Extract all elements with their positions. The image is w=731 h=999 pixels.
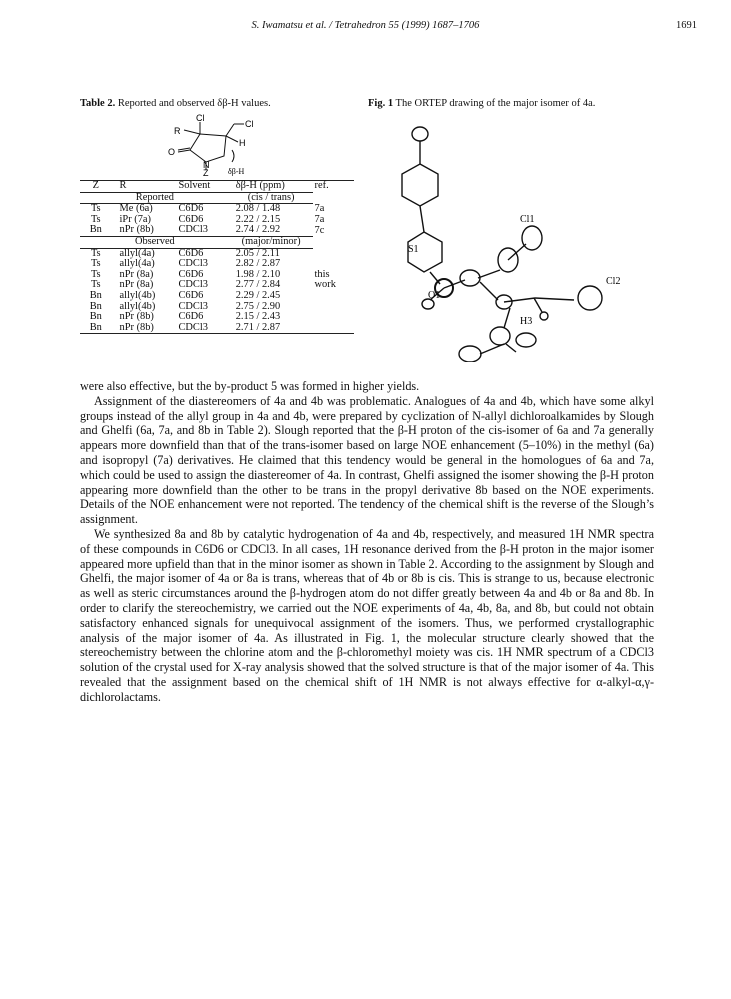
- cell-r: iPr (7a): [119, 213, 151, 225]
- table-row: [80, 323, 354, 334]
- observed-label: Observed: [80, 236, 230, 248]
- cell-ref: [313, 323, 354, 334]
- cell-r: nPr (8a): [119, 268, 154, 280]
- cell-r: Me (6a): [119, 203, 153, 215]
- scheme-cl1: Cl: [196, 113, 205, 123]
- cell-r: nPr (8a): [119, 279, 154, 291]
- cell-ref: 7a: [314, 213, 325, 225]
- cell-ref: [313, 248, 354, 259]
- scheme-r: R: [174, 126, 181, 136]
- scheme-cl2: Cl: [245, 119, 254, 129]
- cell-shift: 2.29 / 2.45: [235, 289, 281, 301]
- cell-shift: 2.15 / 2.43: [235, 311, 281, 323]
- cell-z: Ts: [90, 258, 101, 270]
- ortep-drawing: [380, 112, 680, 362]
- cell-r: nPr (8b): [119, 224, 154, 236]
- running-head: S. Iwamatsu et al. / Tetrahedron 55 (1999) 1687–1706: [251, 20, 480, 31]
- cell-shift: 1.98 / 2.10: [235, 268, 281, 280]
- paragraph-1: were also effective, but the by-product 5 was formed in higher yields.: [80, 379, 420, 393]
- cell-solvent: C6D6: [178, 203, 204, 215]
- cell-solvent: C6D6: [178, 311, 204, 323]
- cell-shift: 2.82 / 2.87: [235, 258, 281, 270]
- figure-caption: [368, 98, 595, 109]
- cell-z: Bn: [89, 224, 102, 236]
- col-ref: ref.: [313, 181, 354, 193]
- cell-solvent: C6D6: [178, 289, 204, 301]
- cell-shift: 2.74 / 2.92: [235, 224, 281, 236]
- cell-ref: this: [314, 268, 330, 280]
- cell-z: Bn: [89, 289, 102, 301]
- table-caption-label: Table 2.: [80, 98, 116, 109]
- cell-r: allyl(4a): [119, 247, 155, 259]
- paragraph-2: Assignment of the diastereomers of 4a and 4b was problematic. Analogues of 4a and 4b, which have some alkyl groups instead of the allyl group in 4a and 4b, were prepared by cyclization of N-allyl dichloroalkamides by Slough and Ghelfi (6a, 7a, and 8b in Table 2). Slough reported that the β-H proton of the cis-isomer of 6a and 7a generally appears more downfield than that of the trans-isomer based on large NOE enhancement (5–10%) in the methyl (6a) and isopropyl (7a) derivatives. He claimed that this tendency would be general in the homologues of 6a and 7a, which could be used to assign the diastereomer of 4a. In contrast, Ghelfi assigned the isomer showing the β-H proton appearing more downfield than the other to be trans in the propyl derivative 8b based on the NOE experiments. Details of the NOE enhancement were not reported. The tendency of the chemical shift is the reverse of the Slough’s assignment.: [80, 393, 654, 527]
- cell-r: nPr (8b): [112, 323, 177, 334]
- atom-label-cl1: Cl1: [520, 214, 535, 225]
- observed-rows: [80, 248, 354, 334]
- cell-solvent: C6D6: [178, 268, 204, 280]
- cell-z: Bn: [80, 323, 112, 334]
- body-text: [80, 379, 654, 705]
- cell-r: nPr (8b): [119, 311, 154, 323]
- observed-unit: (major/minor): [230, 236, 313, 248]
- cell-shift: 2.08 / 1.48: [235, 203, 281, 215]
- col-z: Z: [80, 181, 112, 193]
- col-shift: δβ-H (ppm): [230, 181, 313, 193]
- scheme-o: O: [168, 147, 176, 157]
- table-header-row: [80, 181, 354, 193]
- cell-solvent: CDCl3: [178, 258, 208, 270]
- cell-z: Ts: [90, 279, 101, 291]
- cell-r: allyl(4b): [119, 289, 156, 301]
- page-number: 1691: [676, 20, 697, 31]
- lactam-structure-scheme: [160, 112, 270, 176]
- scheme-h: H: [239, 138, 246, 148]
- reported-label: Reported: [80, 192, 230, 204]
- cell-ref: 7a: [314, 202, 325, 214]
- figure-caption-label: Fig. 1: [368, 98, 394, 109]
- cell-z: Ts: [90, 203, 101, 215]
- cell-shift: 2.75 / 2.90: [235, 300, 281, 312]
- cell-z: Bn: [89, 311, 102, 323]
- cell-ref: work: [314, 279, 336, 291]
- col-solvent: Solvent: [176, 181, 229, 193]
- cell-solvent: CDCl3: [178, 300, 208, 312]
- table-row: [80, 225, 354, 236]
- cell-shift: 2.71 / 2.87: [230, 323, 313, 334]
- cell-ref: 7c: [314, 224, 325, 236]
- observed-subhead: [80, 236, 354, 248]
- atom-label-h3: H3: [520, 316, 533, 327]
- cell-z: Bn: [89, 300, 102, 312]
- cell-r: allyl(4a): [119, 258, 155, 270]
- cell-r: allyl(4b): [119, 300, 156, 312]
- cell-solvent: C6D6: [178, 213, 204, 225]
- col-r: R: [112, 181, 177, 193]
- cell-shift: 2.05 / 2.11: [235, 247, 280, 259]
- scheme-z: Z: [203, 168, 209, 176]
- cell-ref: [313, 302, 354, 313]
- cell-z: Ts: [90, 247, 101, 259]
- cell-z: Ts: [90, 213, 101, 225]
- atom-label-s1: S1: [408, 244, 419, 255]
- cell-z: Ts: [90, 268, 101, 280]
- cell-ref: [313, 291, 354, 302]
- scheme-n: N: [203, 160, 210, 170]
- cell-shift: 2.22 / 2.15: [235, 213, 281, 225]
- table-caption-text: Reported and observed δβ-H values.: [117, 98, 271, 109]
- table-row: [80, 291, 354, 302]
- reported-rows: [80, 204, 354, 237]
- paragraph-3: We synthesized 8a and 8b by catalytic hydrogenation of 4a and 4b, respectively, and measured 1H NMR spectra of these compounds in C6D6 or CDCl3. In all cases, 1H resonance derived from the β-H proton in the major isomer appeared more upfield than that in the minor isomer as shown in Table 2. According to the assignment by Slough and Ghelfi, the major isomer of 4a or 8a is trans, whereas that of 4b or 8b is cis. This is strange to us, because electronic as well as steric circumstances around the β-hydrogen atom do not differ greatly between 4a and 4b or 8a and 8b. In order to clarify the stereochemistry, we carried out the NOE experiments of 4a, 4b, 8a, and 8b, but could not obtain satisfactory enhanced signals for unequivocal assignment of the isomers. Thus, we performed crystallographic analysis of the major isomer of 4a. As illustrated in Fig. 1, the molecular structure clearly showed that the stereochemistry between the chlorine atom and the β-chloromethyl moiety was cis. 1H NMR spectrum of a CDCl3 solution of the crystal used for X-ray analysis showed that the solved structure is that of the major isomer of 4a. This revealed that the assignment based on the chemical shift of 1H NMR is not always effective for α-alkyl-α,γ-dichlorolactams.: [80, 526, 654, 704]
- reported-subhead: [80, 192, 354, 204]
- cell-solvent: CDCl3: [178, 224, 208, 236]
- cell-solvent: C6D6: [178, 247, 204, 259]
- table-caption: [80, 98, 271, 109]
- cell-solvent: CDCl3: [176, 323, 229, 334]
- cell-solvent: CDCl3: [178, 279, 208, 291]
- shift-table: [80, 180, 354, 334]
- figure-caption-text: The ORTEP drawing of the major isomer of 4a.: [395, 98, 596, 109]
- reported-unit: (cis / trans): [230, 192, 313, 204]
- scheme-delta: δβ-H: [228, 167, 245, 176]
- atom-label-o1: O1: [428, 290, 441, 301]
- atom-label-cl2: Cl2: [606, 276, 621, 287]
- cell-shift: 2.77 / 2.84: [235, 279, 281, 291]
- cell-ref: [313, 312, 354, 323]
